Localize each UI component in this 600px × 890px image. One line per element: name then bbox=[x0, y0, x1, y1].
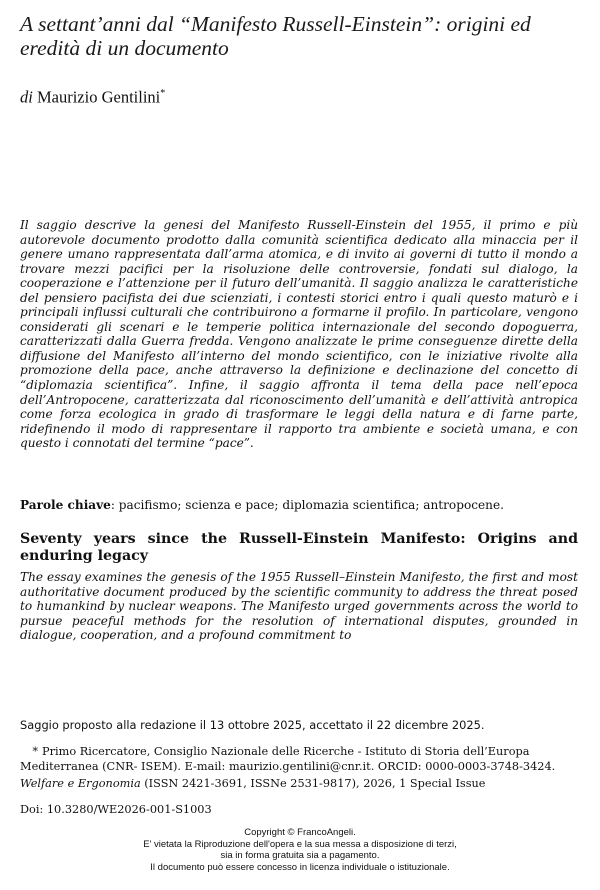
article-title-italian: A settant’anni dal “Manifesto Russell-Einstein”: origini ed eredità di un documento bbox=[20, 12, 531, 60]
abstract-italian: Il saggio descrive la genesi del Manifesto Russell-Einstein del 1955, il primo e più autorevole documento prodotto dalla comunità scientifica dedicato alla minaccia per il genere umano rappresentata dall’arma atomica, e di invito ai governi di tutto il mondo a trovare mezzi pacifici per la risoluzione delle controversie, fondati sul dialogo, la cooperazione e l’attenzione per il futuro dell’umanità. Il saggio analizza le caratteristiche del pensiero pacifista dei due scienziati, i contesti storici entro i quali questo maturò e i principali influssi culturali che contribuirono a formarne il profilo. In particolare, vengono considerati gli scenari e le temperie politica internazionale del secondo dopoguerra, caratterizzati dalla Guerra fredda. Vengono analizzate le prime conseguenze dirette della diffusione del Manifesto all’interno del mondo scientifico, con le iniziative rivolte alla promozione della pace, anche attraverso la definizione e declinazione del concetto di “diplomazia scientifica”. Infine, il saggio affronta il tema della pace nell’epoca dell’Antropocene, caratterizzata dal riconoscimento dell’umanità e dell’attività antropica come forza ecologica in grado di trasformare le leggi della natura e di farne parte, ridefinendo il modo di rappresentare il rapporto tra ambiente e società umana, e con questo i connotati del termine “pace”. bbox=[20, 218, 578, 451]
abstract-english: The essay examines the genesis of the 1955 Russell–Einstein Manifesto, the first and most authoritative document produced by the scientific community to address the threat posed to humankind by nuclear weapons. The Manifesto urged governments across the world to pursue peaceful methods for the resolution of international disputes, grounded in dialogue, cooperation, and a profound commitment to bbox=[20, 570, 578, 643]
copyright-line: Copyright © FrancoAngeli. bbox=[244, 827, 356, 838]
journal-details: (ISSN 2421-3691, ISSNe 2531-9817), 2026, 1 Special Issue bbox=[140, 777, 486, 790]
copyright-line: E' vietata la Riproduzione dell'opera e la sua messa a disposizione di terzi, bbox=[143, 838, 457, 850]
copyright-line: Il documento può essere concesso in licenza individuale o istituzionale. bbox=[150, 861, 450, 873]
submission-dates: Saggio proposto alla redazione il 13 ottobre 2025, accettato il 22 dicembre 2025. bbox=[20, 718, 485, 732]
article-title-english: Seventy years since the Russell-Einstein Manifesto: Origins and enduring legacy bbox=[20, 531, 578, 564]
footnote-text: Primo Ricercatore, Consiglio Nazionale delle Ricerche - Istituto di Storia dell’Europa Mediterranea (CNR- ISEM). E-mail: maurizio.gentilini@cnr.it. ORCID: 0000-0003-3748-3424. bbox=[20, 745, 556, 773]
copyright-line: sia in forma gratuita sia a pagamento. bbox=[220, 850, 380, 861]
keywords-label: Parole chiave bbox=[20, 498, 111, 512]
author-name: Maurizio Gentilini bbox=[36, 87, 161, 107]
journal-name: Welfare e Ergonomia bbox=[20, 777, 141, 790]
author-prefix: di bbox=[20, 87, 33, 107]
footnote-mark: * bbox=[32, 745, 38, 758]
author-footnote bbox=[20, 745, 580, 774]
copyright-notice bbox=[0, 827, 600, 873]
author-line bbox=[20, 84, 165, 108]
journal-reference bbox=[20, 777, 580, 791]
doi-line: Doi: 10.3280/WE2026-001-S1003 bbox=[20, 803, 212, 816]
keywords-text: : pacifismo; scienza e pace; diplomazia scientifica; antropocene. bbox=[110, 498, 504, 512]
author-footnote-mark: * bbox=[160, 88, 166, 99]
keywords bbox=[20, 498, 580, 513]
